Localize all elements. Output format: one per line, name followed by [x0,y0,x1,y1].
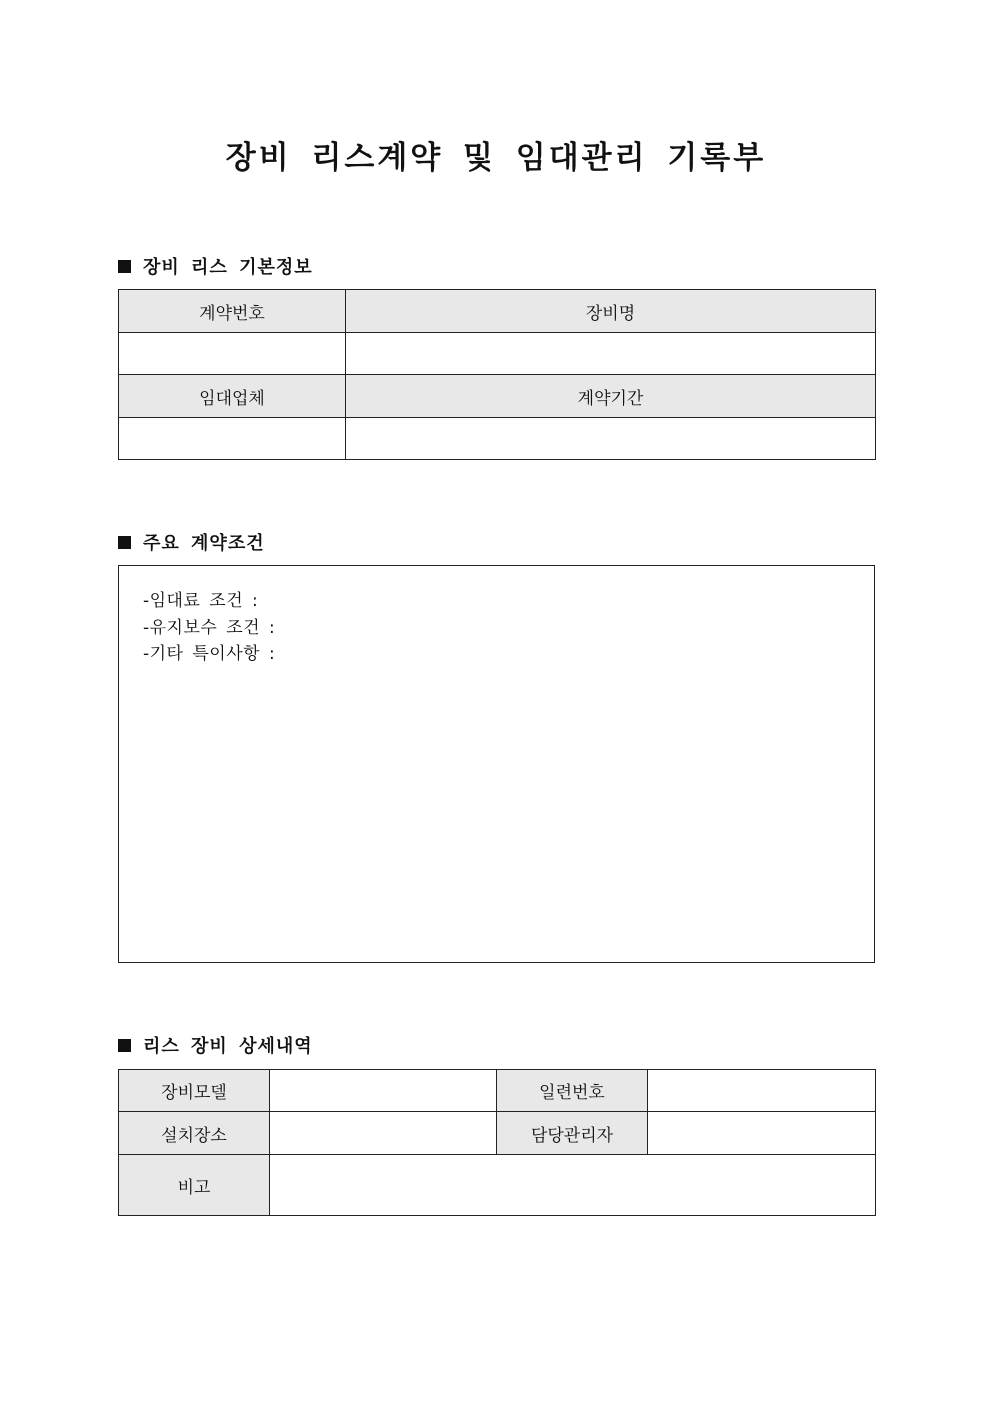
contract-terms-box[interactable] [118,565,875,963]
location-label: 설치장소 [119,1112,270,1155]
section-heading-label: 주요 계약조건 [143,533,265,554]
other-notes-line: -기타 특이사항 : [143,644,276,664]
lessor-label: 임대업체 [119,375,346,418]
contract-period-label: 계약기간 [346,375,876,418]
lessor-field[interactable] [119,418,346,460]
section-heading-equipment-details [118,1032,313,1058]
section-heading-basic-info [118,253,313,279]
remarks-label: 비고 [119,1155,270,1216]
basic-info-table [118,289,876,460]
maintenance-terms-line: -유지보수 조건 : [143,618,276,638]
contract-no-field[interactable] [119,333,346,375]
remarks-field[interactable] [270,1155,876,1216]
equipment-name-label: 장비명 [346,290,876,333]
contract-period-field[interactable] [346,418,876,460]
serial-label: 일련번호 [497,1070,648,1112]
section-heading-label: 리스 장비 상세내역 [143,1036,313,1057]
square-bullet-icon [118,536,131,549]
serial-field[interactable] [648,1070,876,1112]
page-title: 장비 리스계약 및 임대관리 기록부 [225,140,767,176]
equipment-name-field[interactable] [346,333,876,375]
rent-terms-line: -임대료 조건 : [143,591,259,611]
equipment-details-table [118,1069,876,1216]
location-field[interactable] [270,1112,497,1155]
square-bullet-icon [118,1039,131,1052]
section-heading-contract-terms [118,529,265,555]
manager-label: 담당관리자 [497,1112,648,1155]
manager-field[interactable] [648,1112,876,1155]
square-bullet-icon [118,260,131,273]
model-field[interactable] [270,1070,497,1112]
contract-no-label: 계약번호 [119,290,346,333]
section-heading-label: 장비 리스 기본정보 [143,257,313,278]
model-label: 장비모델 [119,1070,270,1112]
